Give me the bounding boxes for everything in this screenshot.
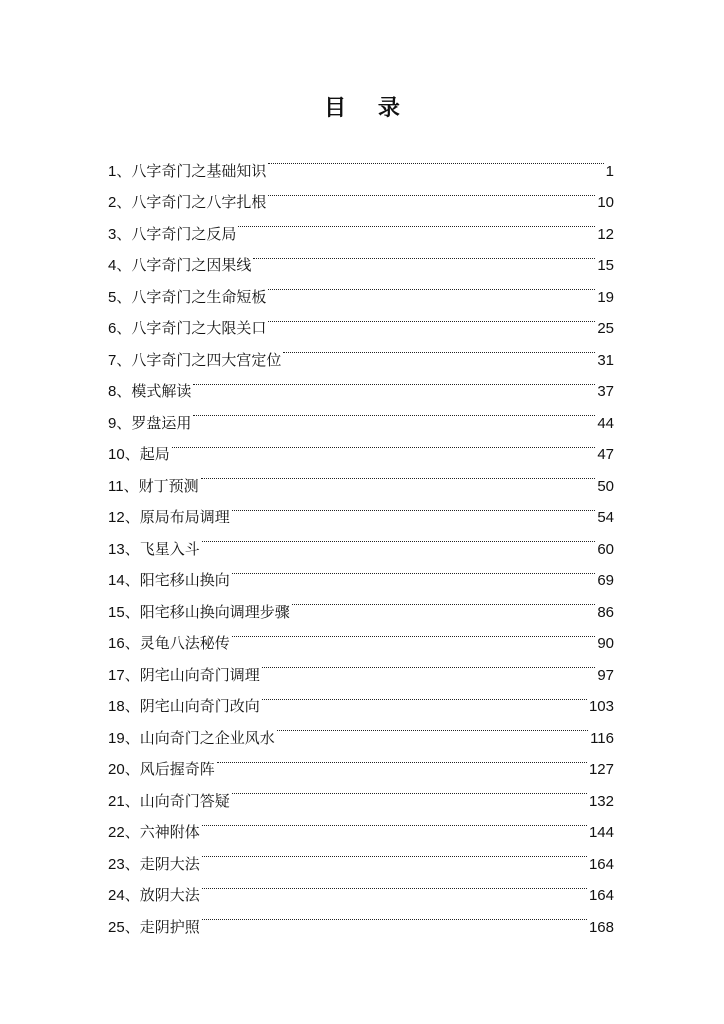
toc-entry-page-number: 116 — [590, 729, 614, 747]
toc-entry-number: 9 — [108, 414, 117, 432]
toc-entry-number: 15 — [108, 603, 125, 621]
toc-entry-label: 山向奇门之企业风水 — [139, 728, 275, 747]
toc-entry-page-number: 127 — [588, 761, 614, 778]
toc-title: 目 录 — [324, 95, 412, 121]
toc-entry-label: 八字奇门之因果线 — [131, 256, 252, 274]
toc-entry-page-number: 37 — [597, 383, 614, 400]
toc-entry-separator: 、 — [124, 917, 140, 936]
toc-entry-separator: 、 — [124, 823, 140, 841]
toc-dot-leader — [268, 270, 595, 302]
toc-entry-label: 飞星入斗 — [139, 539, 200, 558]
toc-entry-separator: 、 — [116, 382, 132, 400]
toc-entry[interactable] — [108, 144, 614, 180]
toc-entry-label: 八字奇门之生命短板 — [131, 287, 267, 306]
toc-dot-leader — [268, 176, 595, 208]
toc-dot-leader — [202, 900, 587, 932]
toc-entry-number: 20 — [108, 761, 125, 778]
toc-entry-page-number: 97 — [597, 666, 614, 684]
toc-entry-label: 起局 — [139, 445, 170, 463]
toc-entry-page-number: 144 — [588, 824, 614, 841]
toc-entry-page-number: 168 — [588, 918, 614, 936]
toc-entry-label: 八字奇门之大限关口 — [131, 319, 267, 337]
toc-entry-label: 八字奇门之基础知识 — [131, 161, 267, 180]
toc-entry-label: 风后握奇阵 — [139, 760, 215, 778]
toc-entry-number: 16 — [108, 635, 125, 652]
toc-entry-separator: 、 — [124, 697, 140, 715]
toc-entry-number: 14 — [108, 572, 125, 589]
toc-dot-leader — [292, 585, 596, 617]
toc-entry-page-number: 44 — [597, 414, 614, 432]
toc-dot-leader — [172, 428, 596, 460]
toc-list — [108, 144, 614, 936]
toc-dot-leader — [232, 617, 596, 649]
toc-entry-number: 6 — [108, 320, 117, 337]
toc-entry-page-number: 86 — [597, 603, 614, 621]
toc-dot-leader — [202, 806, 587, 838]
toc-entry-separator: 、 — [124, 728, 140, 747]
toc-entry-separator: 、 — [124, 539, 140, 558]
toc-entry-separator: 、 — [116, 224, 132, 243]
toc-entry-separator: 、 — [124, 445, 140, 463]
toc-entry-page-number: 69 — [597, 572, 614, 589]
toc-entry-separator: 、 — [116, 319, 132, 337]
toc-entry-separator: 、 — [116, 161, 132, 180]
toc-entry-page-number: 90 — [597, 635, 614, 652]
toc-entry-number: 5 — [108, 288, 117, 306]
toc-entry-page-number: 25 — [597, 320, 614, 337]
toc-entry-page-number: 12 — [597, 225, 614, 243]
toc-entry-number: 12 — [108, 509, 125, 526]
toc-entry-number: 3 — [108, 225, 117, 243]
toc-dot-leader — [232, 774, 587, 806]
toc-entry-page-number: 60 — [597, 540, 614, 558]
toc-dot-leader — [268, 144, 603, 176]
toc-entry-page-number: 1 — [605, 162, 614, 180]
toc-entry-label: 放阴大法 — [139, 886, 200, 904]
toc-entry-label: 原局布局调理 — [139, 508, 230, 526]
toc-entry-separator: 、 — [116, 350, 132, 369]
toc-entry-number: 24 — [108, 887, 125, 904]
toc-entry-label: 走阴大法 — [139, 854, 200, 873]
toc-entry-separator: 、 — [123, 476, 139, 495]
toc-entry-label: 灵龟八法秘传 — [139, 634, 230, 652]
toc-entry-number: 8 — [108, 383, 117, 400]
toc-entry-number: 2 — [108, 194, 117, 211]
toc-entry-separator: 、 — [124, 760, 140, 778]
toc-dot-leader — [238, 207, 595, 239]
toc-dot-leader — [277, 711, 588, 743]
toc-entry-number: 22 — [108, 824, 125, 841]
toc-dot-leader — [268, 302, 595, 334]
toc-entry-page-number: 103 — [588, 698, 614, 715]
toc-entry-page-number: 47 — [597, 446, 614, 463]
toc-dot-leader — [262, 680, 587, 712]
toc-entry-separator: 、 — [124, 854, 140, 873]
toc-entry-separator: 、 — [124, 886, 140, 904]
toc-dot-leader — [201, 459, 596, 491]
toc-dot-leader — [202, 869, 587, 901]
toc-entry-separator: 、 — [124, 602, 140, 621]
toc-entry-number: 23 — [108, 855, 125, 873]
toc-entry-page-number: 19 — [597, 288, 614, 306]
toc-entry[interactable] — [108, 459, 614, 495]
toc-dot-leader — [253, 239, 595, 271]
toc-entry-separator: 、 — [116, 193, 132, 211]
toc-entry-separator: 、 — [124, 665, 140, 684]
toc-entry-page-number: 164 — [588, 855, 614, 873]
toc-entry-label: 八字奇门之反局 — [131, 224, 237, 243]
toc-entry-label: 阴宅山向奇门改向 — [139, 697, 260, 715]
toc-dot-leader — [193, 396, 595, 428]
toc-entry-page-number: 31 — [597, 351, 614, 369]
toc-entry-number: 13 — [108, 540, 125, 558]
toc-entry-number: 10 — [108, 446, 125, 463]
toc-entry-page-number: 50 — [597, 477, 614, 495]
toc-entry-label: 模式解读 — [131, 382, 192, 400]
toc-entry-separator: 、 — [124, 571, 140, 589]
toc-dot-leader — [262, 648, 596, 680]
toc-dot-leader — [283, 333, 595, 365]
toc-entry-number: 11 — [108, 477, 124, 495]
toc-entry-page-number: 54 — [597, 509, 614, 526]
toc-dot-leader — [202, 837, 587, 869]
toc-entry-label: 罗盘运用 — [131, 413, 192, 432]
toc-entry-number: 7 — [108, 351, 117, 369]
toc-entry-separator: 、 — [124, 634, 140, 652]
toc-entry-label: 阴宅山向奇门调理 — [139, 665, 260, 684]
toc-entry-page-number: 164 — [588, 887, 614, 904]
toc-dot-leader — [202, 522, 596, 554]
toc-entry-number: 1 — [108, 162, 117, 180]
toc-dot-leader — [193, 365, 595, 397]
toc-entry-label: 八字奇门之四大宫定位 — [131, 350, 282, 369]
toc-entry-separator: 、 — [116, 287, 132, 306]
toc-entry-page-number: 132 — [588, 792, 614, 810]
toc-entry-page-number: 10 — [597, 194, 614, 211]
toc-entry-label: 八字奇门之八字扎根 — [131, 193, 267, 211]
toc-entry-label: 阳宅移山换向 — [139, 571, 230, 589]
toc-entry-number: 18 — [108, 698, 125, 715]
toc-dot-leader — [232, 491, 596, 523]
toc-entry-number: 17 — [108, 666, 125, 684]
toc-entry-label: 阳宅移山换向调理步骤 — [139, 602, 290, 621]
toc-entry-number: 21 — [108, 792, 125, 810]
toc-entry-page-number: 15 — [597, 257, 614, 274]
toc-entry-label: 财丁预测 — [138, 476, 199, 495]
toc-entry-number: 4 — [108, 257, 117, 274]
toc-entry-separator: 、 — [116, 256, 132, 274]
toc-entry-label: 走阴护照 — [139, 917, 200, 936]
toc-dot-leader — [217, 743, 587, 775]
toc-entry[interactable] — [108, 428, 614, 463]
toc-entry-label: 六神附体 — [139, 823, 200, 841]
toc-entry-number: 19 — [108, 729, 125, 747]
toc-entry-label: 山向奇门答疑 — [139, 791, 230, 810]
toc-entry-separator: 、 — [116, 413, 132, 432]
toc-entry-separator: 、 — [124, 791, 140, 810]
toc-entry-separator: 、 — [124, 508, 140, 526]
toc-entry-number: 25 — [108, 918, 125, 936]
toc-dot-leader — [232, 554, 596, 586]
